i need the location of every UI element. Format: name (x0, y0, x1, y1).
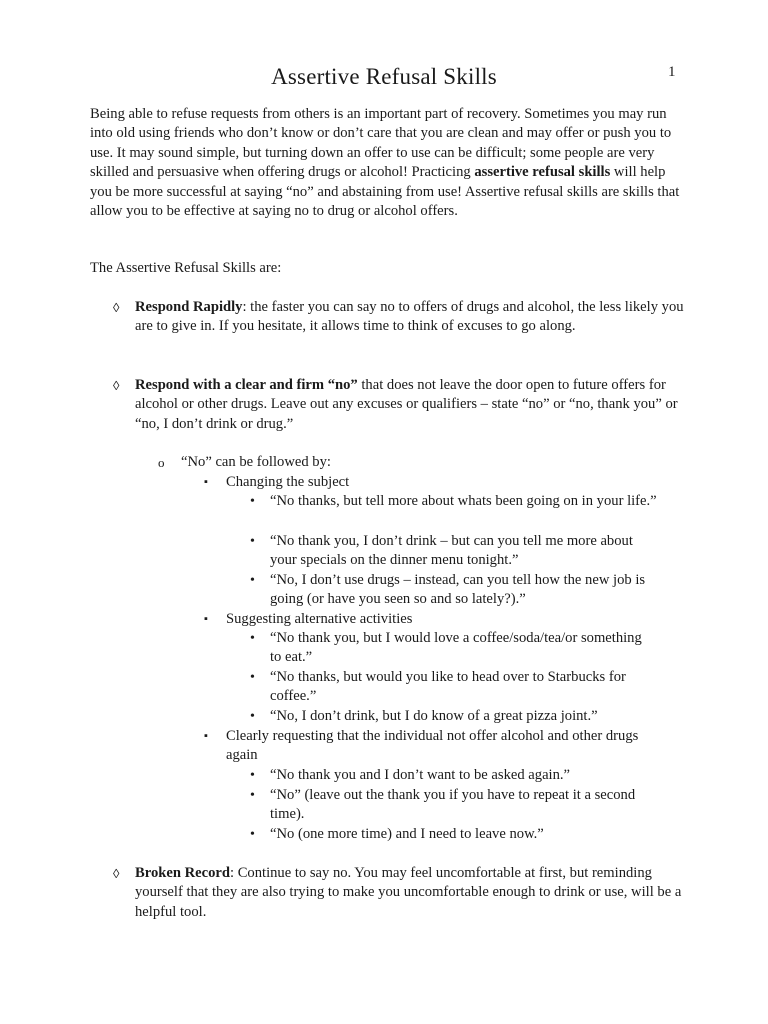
diamond-bullet-icon: ◊ (113, 866, 120, 881)
example-item: “No thank you and I don’t want to be asked again.” (270, 767, 571, 783)
skill-text: Respond Rapidly: the faster you can say no to offers of drugs and alcohol, the less likely you are to give in. If you hesitate, it allows time to think of excuses to go along. (135, 299, 684, 335)
example-item: “No, I don’t use drugs – instead, can you tell how the new job is going (or have you seen so and so lately?).” (270, 572, 646, 608)
dot-bullet-icon: • (250, 631, 255, 646)
page-title: Assertive Refusal Skills (271, 64, 497, 89)
followup-label: “No” can be followed by: (181, 454, 331, 470)
circle-bullet-icon: o (158, 455, 165, 470)
list-intro: The Assertive Refusal Skills are: (90, 260, 282, 276)
emphasis-assertive-refusal-skills: assertive refusal skills (474, 164, 611, 181)
example-item: “No thanks, but tell more about whats been going on in your life.” (270, 493, 657, 509)
square-bullet-icon: ▪ (204, 730, 208, 742)
dot-bullet-icon: • (250, 768, 255, 783)
square-bullet-icon: ▪ (204, 476, 208, 488)
dot-bullet-icon: • (250, 534, 255, 549)
dot-bullet-icon: • (250, 670, 255, 685)
skill-text: Broken Record: Continue to say no. You may feel uncomfortable at first, but reminding yourself that they are also trying to make you uncomfortable enough to drink or use, will be a helpful tool. (135, 865, 682, 920)
dot-bullet-icon: • (250, 494, 255, 509)
group-label-alternative-activities: Suggesting alternative activities (226, 611, 413, 627)
example-item: “No” (leave out the thank you if you have to repeat it a second time). (270, 787, 636, 823)
example-item: “No (one more time) and I need to leave now.” (270, 826, 544, 842)
group-label-clearly-requesting: Clearly requesting that the individual not offer alcohol and other drugs again (226, 728, 639, 764)
example-item: “No thanks, but would you like to head over to Starbucks for coffee.” (270, 669, 626, 705)
square-bullet-icon: ▪ (204, 613, 208, 625)
intro-paragraph: Being able to refuse requests from others is an important part of recovery. Sometimes you may run into old using friends who don’t know or don’t care that you are clean and may offer or push you to use. It may sound simple, but turning down an offer to use can be difficult; some people are very skilled and persuasive when offering drugs or alcohol! Practicing assertive refusal skills will help you be more successful at saying “no” and abstaining from use! Assertive refusal skills are skills that allow you to be effective at saying no to drug or alcohol offers. (90, 106, 680, 220)
dot-bullet-icon: • (250, 788, 255, 803)
diamond-bullet-icon: ◊ (113, 300, 120, 315)
example-item: “No thank you, but I would love a coffee/soda/tea/or something to eat.” (270, 630, 642, 666)
dot-bullet-icon: • (250, 827, 255, 842)
group-label-changing-subject: Changing the subject (226, 474, 350, 490)
example-item: “No, I don’t drink, but I do know of a great pizza joint.” (270, 708, 598, 724)
dot-bullet-icon: • (250, 709, 255, 724)
example-item: “No thank you, I don’t drink – but can you tell me more about your specials on the dinner menu tonight.” (270, 533, 633, 569)
page-number: 1 (668, 64, 676, 80)
dot-bullet-icon: • (250, 573, 255, 588)
skill-text: Respond with a clear and firm “no” that does not leave the door open to future offers for alcohol or other drugs. Leave out any excuses or qualifiers – state “no” or “no, thank you” or “no, I don’t drink or drug.” (135, 377, 678, 432)
diamond-bullet-icon: ◊ (113, 378, 120, 393)
